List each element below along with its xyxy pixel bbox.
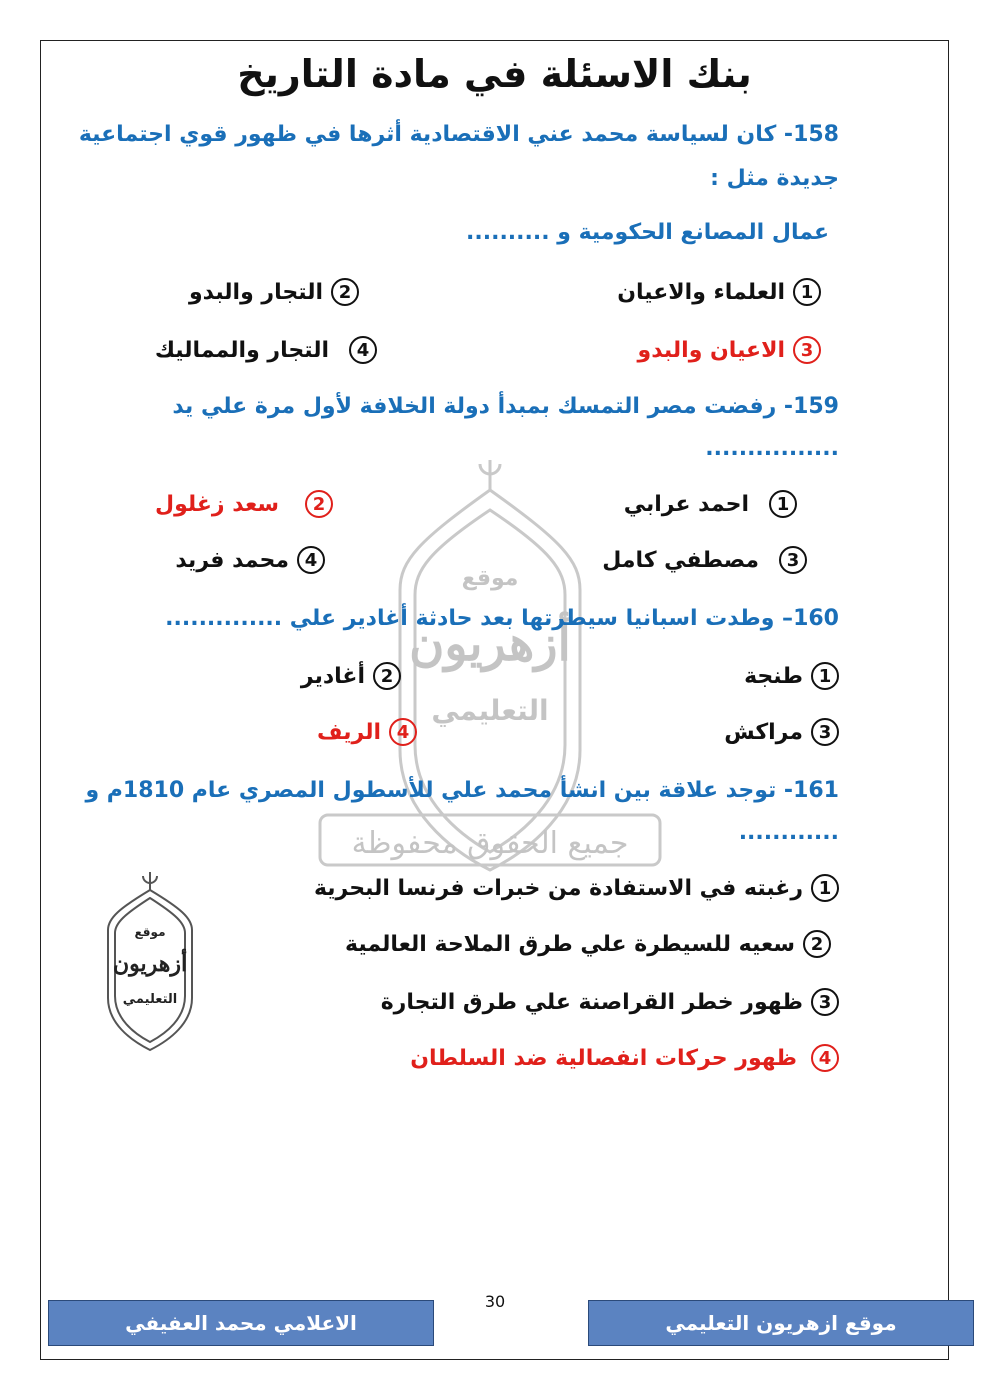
question-158-line2: جديدة مثل : — [710, 166, 839, 191]
q161-option-4[interactable] — [410, 1044, 839, 1072]
footer-site: موقع ازهريون التعليمي — [588, 1300, 974, 1346]
q159-option-3-text: مصطفي كامل — [602, 547, 759, 573]
q158-option-3-text: الاعيان والبدو — [637, 337, 785, 363]
question-159-line1: 159- رفضت مصر التمسك بمبدأ دولة الخلافة لأول مرة علي يد — [172, 394, 839, 419]
q159-option-3-number: 3 — [779, 546, 807, 574]
q158-option-1-text: العلماء والاعيان — [617, 279, 785, 305]
q161-option-3-number: 3 — [811, 988, 839, 1016]
q158-option-3-number: 3 — [793, 336, 821, 364]
q160-option-3-number: 3 — [811, 718, 839, 746]
q160-option-1-text: طنجة — [744, 663, 803, 689]
q158-option-1-number: 1 — [793, 278, 821, 306]
q160-option-2-text: أغادير — [300, 663, 365, 689]
q159-option-1-number: 1 — [769, 490, 797, 518]
question-158-line1: 158- كان لسياسة محمد عني الاقتصادية أثرها في ظهور قوي اجتماعية — [78, 122, 839, 147]
q161-option-2-number: 2 — [803, 930, 831, 958]
q159-option-4-text: محمد فريد — [175, 547, 289, 573]
q160-option-4-number: 4 — [389, 718, 417, 746]
q158-option-4[interactable] — [155, 336, 377, 364]
q160-option-1-number: 1 — [811, 662, 839, 690]
q159-option-4-number: 4 — [297, 546, 325, 574]
q158-option-2[interactable] — [189, 278, 359, 306]
q159-option-2-text: سعد زغلول — [155, 491, 279, 517]
watermark-middle: أزهريون — [409, 616, 571, 672]
question-161-line2: ............ — [738, 820, 839, 845]
q158-option-1[interactable] — [617, 278, 821, 306]
question-159-line2: ................ — [705, 436, 839, 461]
q160-option-4[interactable] — [317, 718, 417, 746]
question-161-line1: 161- توجد علاقة بين انشأ محمد علي للأسطول المصري عام 1810م و — [85, 778, 839, 803]
q158-option-4-text: التجار والمماليك — [154, 337, 329, 363]
q160-option-2-number: 2 — [373, 662, 401, 690]
question-158-line3: عمال المصانع الحكومية و .......... — [466, 220, 829, 245]
q159-option-2-number: 2 — [305, 490, 333, 518]
watermark-bottom: التعليمي — [431, 694, 549, 727]
page-number: 30 — [484, 1292, 506, 1311]
q158-option-3[interactable] — [638, 336, 821, 364]
q161-option-2[interactable] — [345, 930, 831, 958]
q160-option-2[interactable] — [301, 662, 401, 690]
q159-option-1-text: احمد عرابي — [623, 491, 749, 517]
q161-option-3[interactable] — [381, 988, 839, 1016]
q159-option-3[interactable] — [602, 546, 807, 574]
watermark-rights: جميع الحقوق محفوظة — [351, 826, 629, 861]
question-160-line1: 160– وطدت اسبانيا سيطرتها بعد حادثة أغادير علي .............. — [165, 606, 839, 631]
q161-option-4-number: 4 — [811, 1044, 839, 1072]
q159-option-1[interactable] — [624, 490, 797, 518]
page-title: بنك الاسئلة في مادة التاريخ — [237, 52, 752, 96]
q159-option-2[interactable] — [155, 490, 333, 518]
q161-option-2-text: سعيه للسيطرة علي طرق الملاحة العالمية — [345, 931, 795, 957]
q160-option-4-text: الريف — [317, 719, 381, 745]
q161-option-1-text: رغبته في الاستفادة من خبرات فرنسا البحرية — [313, 875, 803, 901]
q160-option-3[interactable] — [724, 718, 839, 746]
q161-option-4-text: ظهور حركات انفصالية ضد السلطان — [410, 1045, 797, 1071]
q160-option-3-text: مراكش — [724, 719, 803, 745]
watermark-top: موقع — [461, 566, 519, 591]
q161-option-3-text: ظهور خطر القراصنة علي طرق التجارة — [380, 989, 803, 1015]
q161-option-1-number: 1 — [811, 874, 839, 902]
logo-bottom: التعليمي — [122, 992, 178, 1007]
logo-top: موقع — [134, 925, 166, 939]
q158-option-4-number: 4 — [349, 336, 377, 364]
q161-option-1[interactable] — [314, 874, 839, 902]
site-logo — [100, 868, 200, 1058]
q159-option-4[interactable] — [175, 546, 325, 574]
q160-option-1[interactable] — [744, 662, 839, 690]
footer-author: الاعلامي محمد العفيفي — [48, 1300, 434, 1346]
q158-option-2-text: التجار والبدو — [188, 279, 323, 305]
q158-option-2-number: 2 — [331, 278, 359, 306]
logo-middle: أزهريون — [112, 951, 188, 977]
